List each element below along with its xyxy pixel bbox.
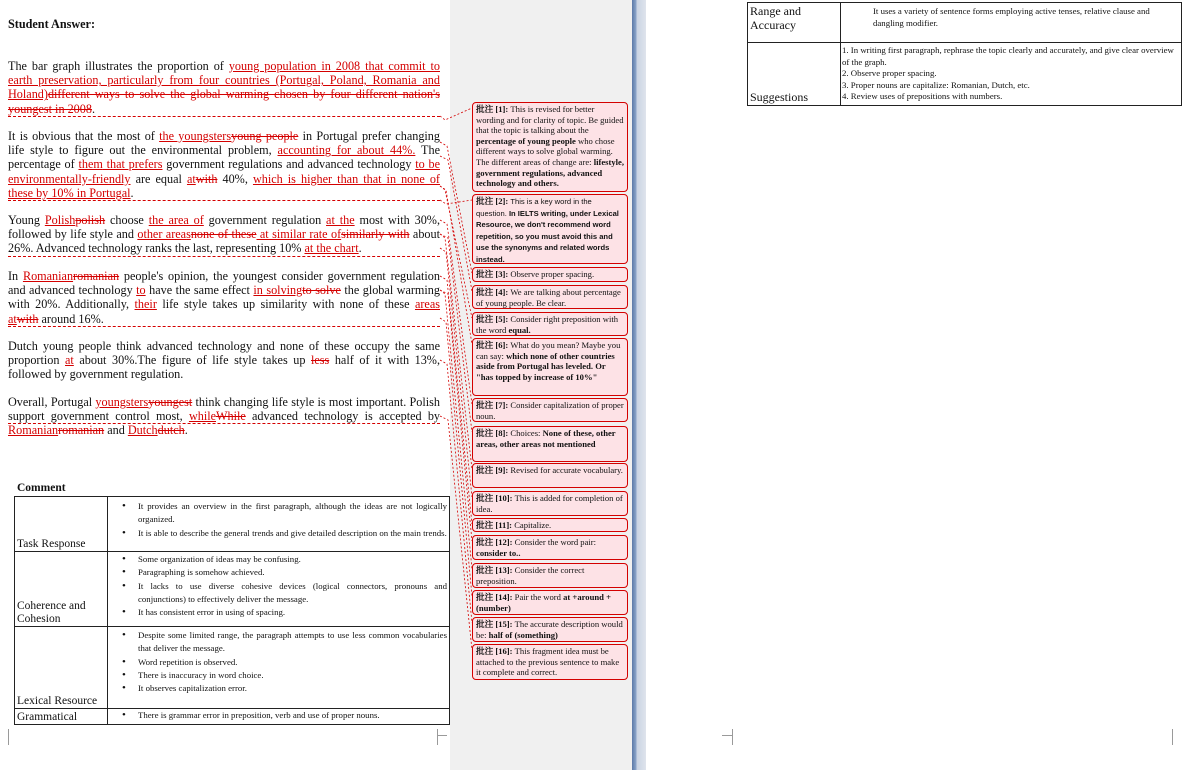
answer-paragraph-5[interactable] [8,339,440,382]
comment-balloon[interactable] [472,535,628,560]
bullet-item: • There is inaccuracy in word choice. [110,669,447,682]
comment-emphasis: None of these, other areas, other areas not mentioned [476,428,616,449]
comment-emphasis: at +around + (number) [476,592,611,613]
inserted-text: at [65,353,74,368]
comment-balloon[interactable] [472,338,628,396]
comment-heading: Comment [17,482,66,494]
inserted-text: Dutch [127,423,158,438]
comment-label: 批注 [6]: [476,340,509,350]
bullet-item: • There is grammar error in preposition, verb and use of proper nouns. [110,709,447,722]
bullet-item: • It is able to describe the general trends and give detailed description on the main trends. [110,527,447,540]
answer-text: government regulations and advanced technology [162,157,416,172]
comment-anchor-line [8,256,440,257]
comment-emphasis: half of (something) [488,629,558,640]
answer-text: 40%, [217,171,253,186]
comment-label: 批注 [16]: [476,646,513,656]
bullets-cell [841,3,1182,43]
comment-balloon[interactable] [472,194,628,264]
inserted-text: Polish [44,213,76,227]
bullets-cell [108,627,450,709]
comment-balloon[interactable] [472,102,628,192]
answer-text: think changing life style is most important. Polish support government control most, [8,395,440,424]
comment-label: 批注 [11]: [476,520,513,530]
comment-emphasis: lifestyle, government regulations, advanced technology and others. [476,156,625,189]
answer-paragraph-6[interactable] [8,395,440,438]
comment-balloon[interactable] [472,267,628,282]
comment-label: 批注 [10]: [476,493,513,503]
comment-anchor-line [8,200,440,201]
answer-text: It is obvious that the most of [8,129,160,143]
comment-text: Consider the word pair: [512,537,597,547]
comment-balloon[interactable] [472,518,628,532]
inserted-text: which is higher than that in none of these by 10% in Portugal [8,171,440,200]
comment-balloon[interactable] [472,563,628,588]
deleted-text: with [16,311,39,326]
answer-text: most with 30%, followed by life style and [8,213,440,242]
inserted-text: at [8,311,17,326]
comment-text: This is revised for better wording and for clarity of topic. Be guided that the topic is talking about the [476,104,624,136]
comment-anchor-line [8,116,440,117]
category-cell: Task Response [15,497,108,552]
deleted-text: none of these [190,227,257,242]
deleted-text: polish [75,213,106,227]
comment-balloon[interactable] [472,644,628,680]
deleted-text: young people [231,129,299,143]
inserted-text: youngsters [95,395,149,409]
category-cell: Range and Accuracy [748,3,841,43]
comment-label: 批注 [14]: [476,592,513,602]
comment-balloon[interactable] [472,426,628,462]
crop-mark [437,729,438,745]
crop-mark [8,729,9,745]
answer-text: . [130,185,134,200]
answer-text: Young [8,213,45,227]
inserted-text: s [186,227,191,242]
inserted-text: at the [326,213,355,227]
comment-emphasis: which none of other countries aside from Portugal has leveled. Or "has topped by increase of 10%" [476,350,615,382]
comment-emphasis: consider to.. [476,547,521,558]
answer-text: The percentage of [8,143,440,172]
bullet-item: • Some organization of ideas may be confusing. [110,553,447,566]
answer-paragraph-2[interactable] [8,129,440,200]
inserted-text: at [186,171,196,186]
bullet-item: • It lacks to use diverse cohesive devices (logical connectors, pronouns and conjunctions) to effectively deliver the message. [110,580,447,607]
comment-balloon[interactable] [472,398,628,422]
answer-text: the global warming with 20%. Additionally, [8,283,440,312]
answer-text: Overall, Portugal [8,395,96,409]
crop-mark [1172,729,1173,745]
comment-emphasis: In IELTS writing, under Lexical Resource, we don't recommend word repetition, so you must avoid this and use the synonyms and related words instead. [476,208,619,264]
answer-text: and [104,423,128,438]
comment-text: The accurate description would be: [476,619,623,640]
inserted-text: other area [137,227,187,242]
answer-text: In [8,269,23,283]
deleted-text: with [195,171,218,186]
comment-text: What do you mean? Maybe you can say: [476,340,621,361]
range-accuracy-row [748,3,1182,43]
bullet-item: It uses a variety of sentence forms employing active tenses, relative clause and dangling modifier. [873,6,1150,28]
bullet-item: • Word repetition is observed. [110,656,447,669]
category-cell: Suggestions [748,43,841,106]
comment-table [14,496,450,725]
suggestion-line: 1. In writing first paragraph, rephrase the topic clearly and accurately, and give clear overview of the graph. [842,45,1174,67]
inserted-text: the youngsters [159,129,232,143]
comment-text: Choices: [508,428,543,438]
comment-anchor-line [8,326,440,327]
comment-label: 批注 [2]: [476,196,509,206]
deleted-text: romanian [58,423,105,438]
answer-text: . [91,101,96,116]
comment-emphasis: percentage of young people [476,135,576,146]
comment-label: 批注 [3]: [476,269,509,279]
comment-label: 批注 [9]: [476,465,509,475]
comment-text: Consider the correct preposition. [476,565,585,586]
answer-paragraph-3[interactable] [8,213,440,256]
answer-text: are equal [130,171,187,186]
answer-text: in Portugal prefer changing life style to figure out the environmental problem, [8,129,440,158]
comment-text: Capitalize. [512,520,552,530]
answer-text: people's opinion, the youngest consider government regulation and advanced technology [8,269,440,298]
crop-mark [732,729,733,745]
answer-text: around 16%. [38,311,104,326]
inserted-text: to [136,283,146,298]
comment-text: We are talking about percentage of young people. Be clear. [476,287,621,308]
inserted-text: at the chart [304,241,359,256]
answer-text: The bar graph illustrates the proportion of [8,59,229,73]
suggestions-row [748,43,1182,106]
deleted-text: different ways to solve the global warming chosen by four different nation's youngest in 2008 [8,87,440,116]
deleted-text: youngest [148,395,193,409]
suggestion-line: 3. Proper nouns are capitalize: Romanian, Dutch, etc. [842,79,1030,90]
comment-text: This is added for completion of idea. [476,493,623,514]
comment-text: Pair the word [512,592,564,602]
comment-text: who chose different ways to solve global warming. The different areas of change are: [476,135,615,167]
answer-text: government regulation [203,213,327,227]
answer-text: advanced technology is accepted by [245,409,441,424]
bullets-cell [108,497,450,552]
crop-mark [722,735,732,736]
comment-row-coherence [15,552,450,627]
student-answer-heading: Student Answer: [8,17,96,31]
comment-label: 批注 [12]: [476,537,513,547]
page-gutter [632,0,646,770]
inserted-text: that prefers [102,157,163,172]
comment-label: 批注 [15]: [476,619,513,629]
inserted-text: to be environmentally-friendly [8,157,441,186]
suggestion-line: 4. Review uses of prepositions with numbers. [842,91,1003,101]
deleted-text: less [311,353,330,368]
document-page-2 [646,0,1182,770]
comment-balloon[interactable] [472,617,628,642]
suggestions-cell [841,43,1182,106]
comment-label: 批注 [8]: [476,428,509,438]
inserted-text: them [78,157,103,172]
comment-row-task-response [15,497,450,552]
inserted-text: while [188,409,217,424]
category-cell: Lexical Resource [15,627,108,709]
category-cell: Grammatical [15,709,108,725]
comment-label: 批注 [5]: [476,314,509,324]
answer-paragraph-4[interactable] [8,269,440,326]
comment-text: This fragment idea must be attached to the previous sentence to make it complete and correct. [476,646,620,678]
bullets-cell [108,709,450,725]
answer-text: life style takes up similarity with none of these [156,297,415,312]
deleted-text: to solve [302,283,341,298]
comment-text: Consider right preposition with the word [476,314,619,335]
inserted-text: at similar rate of [256,227,342,242]
crop-mark [437,735,447,736]
comment-anchor-line [8,423,440,424]
inserted-text: their [134,297,157,312]
inserted-text: Romanian [22,269,74,283]
bullet-item: • It has consistent error in using of spacing. [110,606,447,619]
comment-balloon[interactable] [472,491,628,516]
document-page-1 [0,0,450,770]
answer-text: have the same effect [145,283,254,298]
inserted-text: in solving [253,283,303,298]
evaluation-table [747,2,1182,106]
deleted-text: romanian [73,269,120,283]
comment-text: Observe proper spacing. [508,269,595,279]
inserted-text: young population in 2008 that commit to earth preservation, particularly from four countries (Portugal, Poland, Romania and Holand) [8,59,440,102]
category-cell: Coherence and Cohesion [15,552,108,627]
inserted-text: accounting for about 44%. [277,143,416,158]
bullets-cell [108,552,450,627]
answer-text: about 30%.The figure of life style takes up [73,353,311,368]
comment-balloon[interactable] [472,463,628,488]
answer-paragraph-1[interactable] [8,59,440,116]
answer-text: choose [105,213,149,227]
answer-text: half of it with 13%, followed by government regulation. [8,353,440,382]
comment-row-grammatical [15,709,450,725]
comment-label: 批注 [4]: [476,287,509,297]
deleted-text: dutch [157,423,185,438]
deleted-text: similarly with [341,227,410,242]
comment-balloon[interactable] [472,285,628,309]
inserted-text: the area of [148,213,204,227]
inserted-text: areas [414,297,440,312]
comment-balloon[interactable] [472,312,628,336]
answer-text: . [358,241,362,256]
comment-label: 批注 [13]: [476,565,513,575]
answer-text: . [184,423,188,438]
inserted-text: Romanian [8,423,59,438]
answer-text: Dutch young people think advanced technology and none of these occupy the same proportion [8,339,440,368]
answer-text: about 26%. Advanced technology ranks the last, representing 10% [8,227,441,256]
bullet-item: • It observes capitalization error. [110,682,447,695]
deleted-text: While [216,409,246,424]
comment-text: Consider capitalization of proper noun. [476,400,624,421]
comment-balloon[interactable] [472,590,628,615]
comment-text: This is a key word in the question. [476,197,592,218]
comment-text: Revised for accurate vocabulary. [508,465,623,475]
comment-label: 批注 [7]: [476,400,509,410]
comment-label: 批注 [1]: [476,104,509,114]
bullet-item: • Paragraphing is somehow achieved. [110,566,447,579]
comment-row-lexical [15,627,450,709]
suggestion-line: 2. Observe proper spacing. [842,68,937,78]
comment-emphasis: equal. [508,324,531,335]
bullet-item: • It provides an overview in the first paragraph, although the ideas are not logically organized. [110,500,447,527]
bullet-item: • Despite some limited range, the paragraph attempts to use less common vocabularies that deliver the message. [110,629,447,656]
